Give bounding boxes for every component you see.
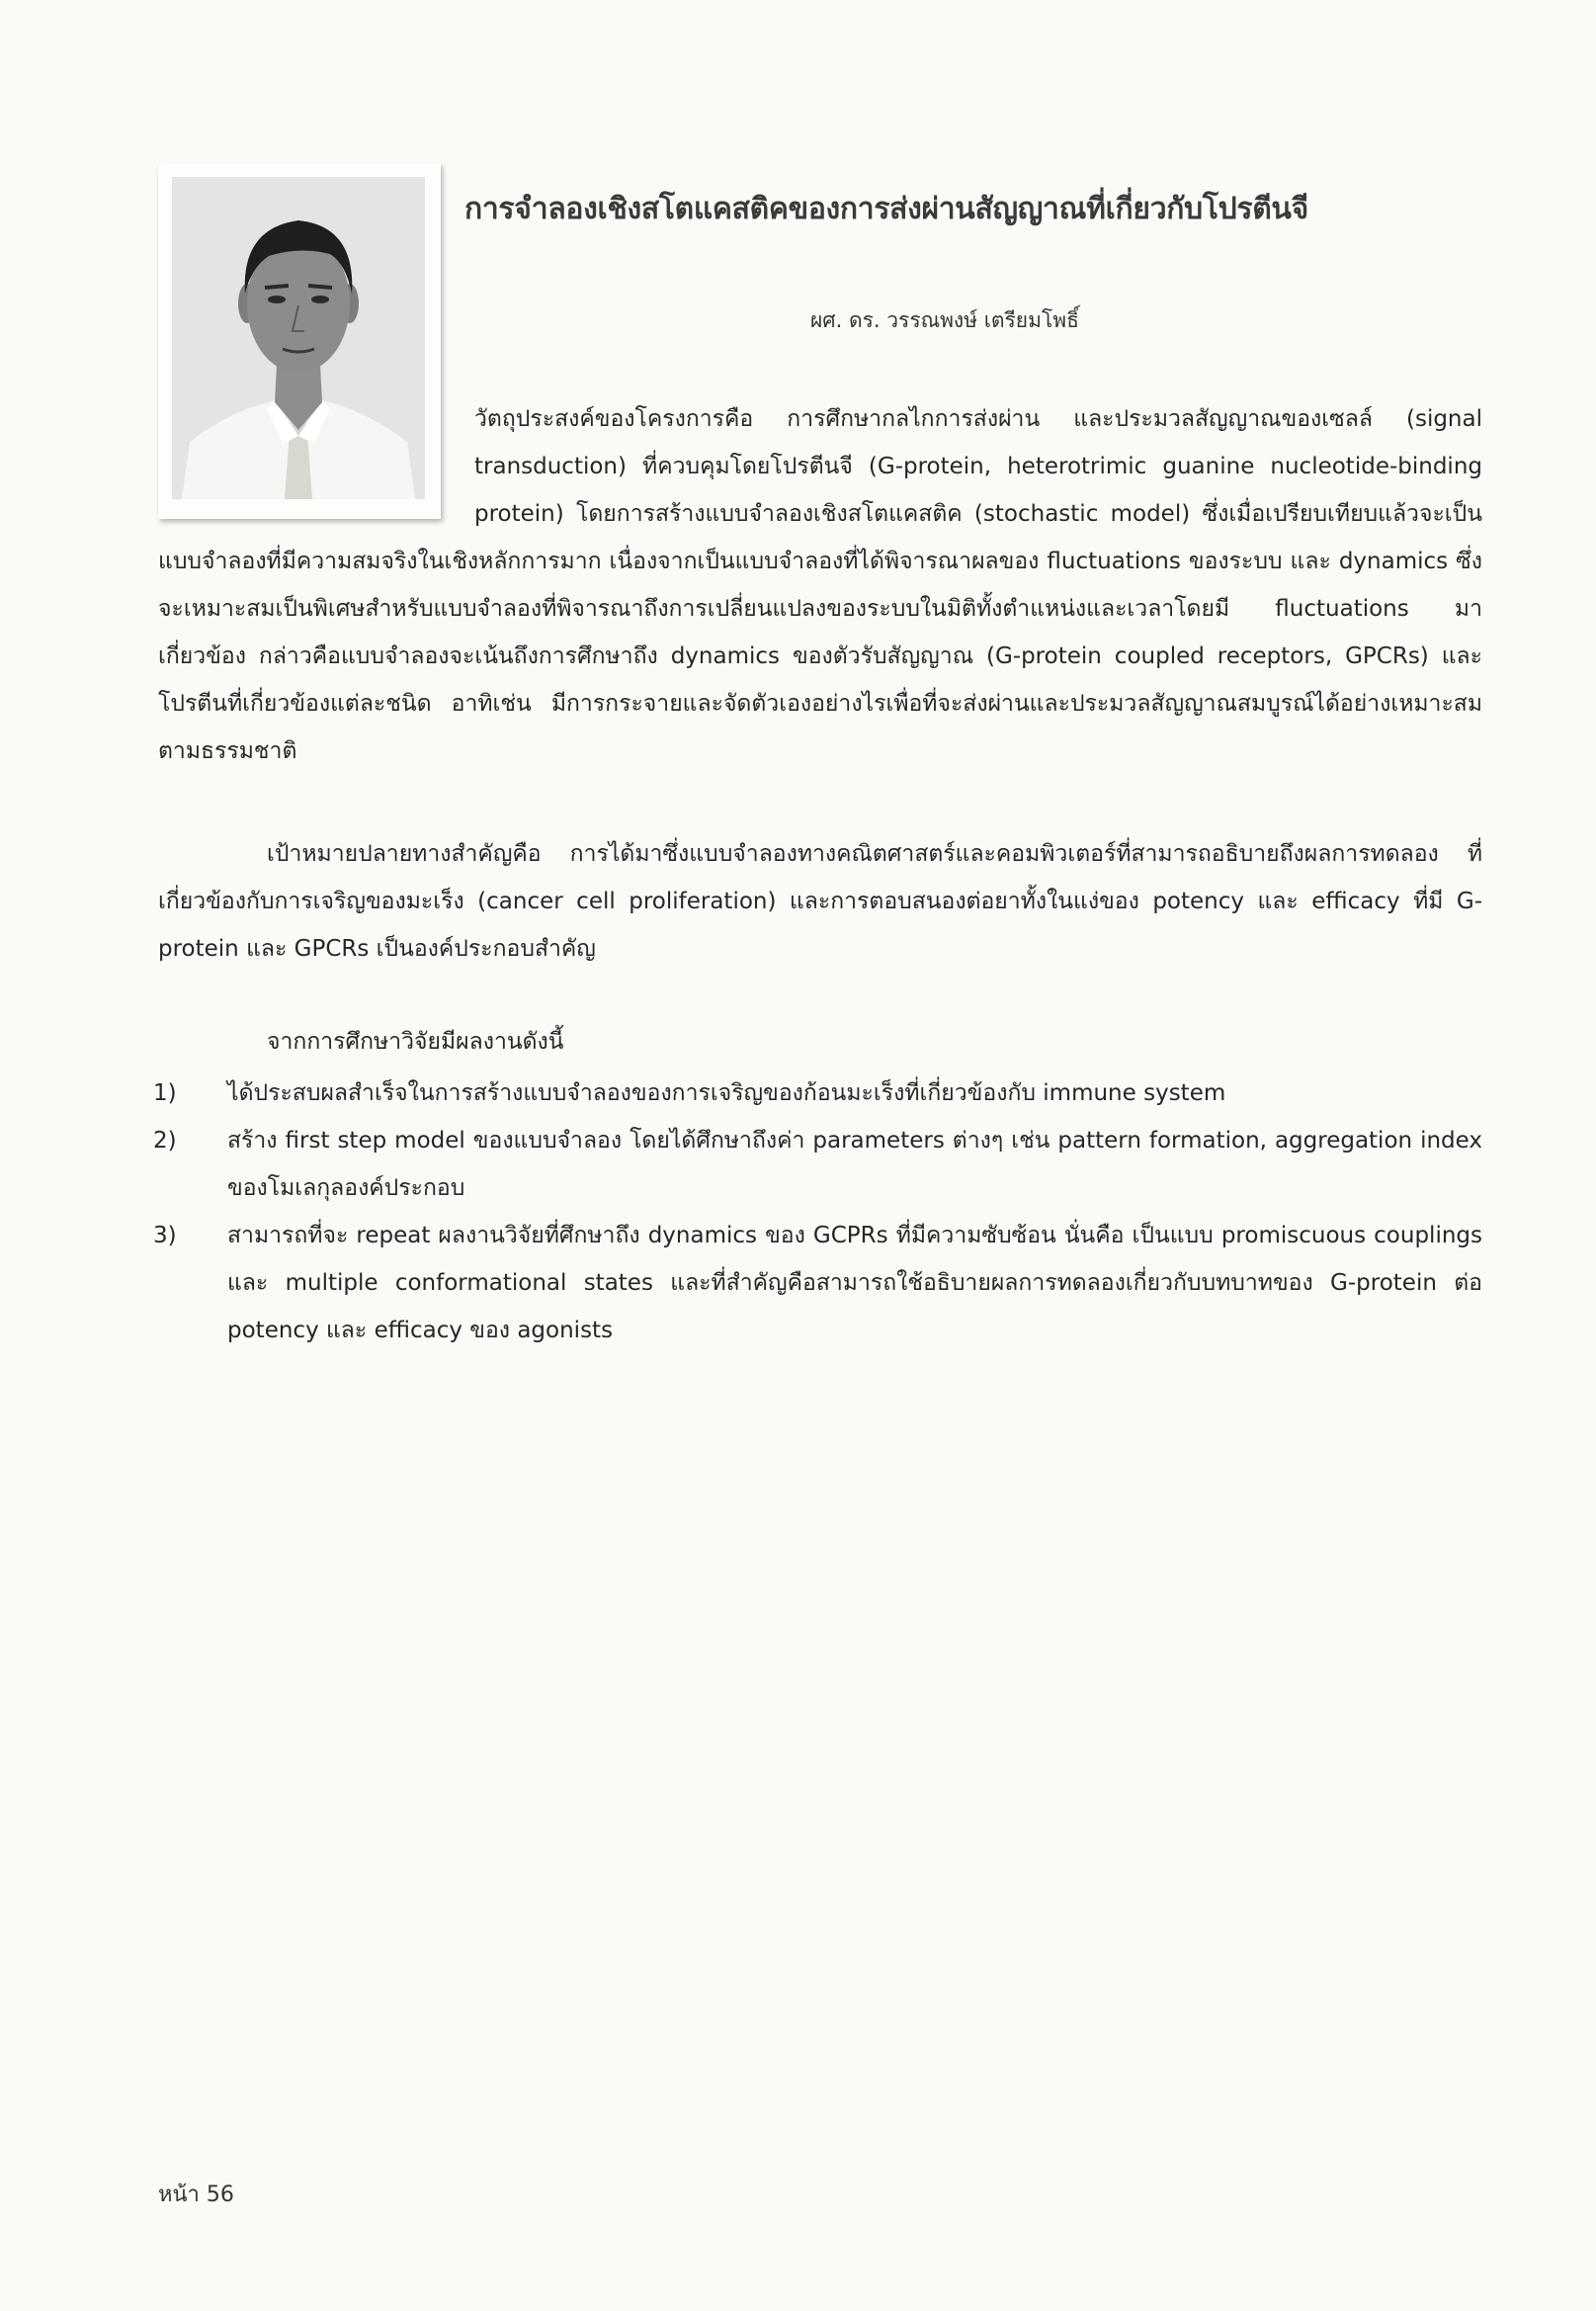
objective-section [158,395,1482,775]
list-item-number: 2) [153,1128,177,1154]
document-title: การจำลองเชิงสโตแคสติคของการส่งผ่านสัญญาณที่เกี่ยวกับโปรตีนจี [464,192,1308,226]
photo-wrap-space [158,395,474,538]
list-item-number: 1) [153,1080,177,1106]
goal-paragraph: เป้าหมายปลายทางสำคัญคือ การได้มาซึ่งแบบจำลองทางคณิตศาสตร์และคอมพิวเตอร์ที่สามารถอธิบายถึงผลการทดลอง ที่เกี่ยวข้องกับการเจริญของมะเร็ง (cancer cell proliferation) และการตอบสนองต่อยาทั้งในแง่ของ potency และ efficacy ที่มี G-protein และ GPCRs เป็นองค์ประกอบสำคัญ [158,841,1482,962]
list-item-text: สามารถที่จะ repeat ผลงานวิจัยที่ศึกษาถึง dynamics ของ GCPRs ที่มีความซับซ้อน นั่นคือ เป็นแบบ promiscuous couplings และ multiple conformational states และที่สำคัญคือสามารถใช้อธิบายผลการทดลองเกี่ยวกับบทบาทของ G-protein ต่อ potency และ efficacy ของ agonists [227,1223,1482,1343]
list-item-text: ได้ประสบผลสำเร็จในการสร้างแบบจำลองของการเจริญของก้อนมะเร็งที่เกี่ยวข้องกับ immune system [227,1080,1226,1106]
page-number: หน้า 56 [158,2183,234,2207]
list-item-number: 3) [153,1223,177,1248]
results-intro: จากการศึกษาวิจัยมีผลงานดังนี้ [267,1029,564,1055]
list-item [153,1117,1482,1212]
author-name: ผศ. ดร. วรรณพงษ์ เตรียมโพธิ์ [810,308,1079,332]
list-item [153,1212,1482,1354]
list-item [153,1070,1482,1117]
objective-paragraph: วัตถุประสงค์ของโครงการคือ การศึกษากลไกการส่งผ่าน และประมวลสัญญาณของเซลล์ (signal transduction) ที่ควบคุมโดยโปรตีนจี (G-protein, heterotrimic guanine nucleotide-binding protein) โดยการสร้างแบบจำลองเชิงสโตแคสติค (stochastic model) ซึ่งเมื่อเปรียบเทียบแล้วจะเป็นแบบจำลองที่มีความสมจริงในเชิงหลักการมาก เนื่องจากเป็นแบบจำลองที่ได้พิจารณาผลของ fluctuations ของระบบ และ dynamics ซึ่งจะเหมาะสมเป็นพิเศษสำหรับแบบจำลองที่พิจารณาถึงการเปลี่ยนแปลงของระบบในมิติทั้งตำแหน่งและเวลาโดยมี fluctuations มาเกี่ยวข้อง กล่าวคือแบบจำลองจะเน้นถึงการศึกษาถึง dynamics ของตัวรับสัญญาณ (G-protein coupled receptors, GPCRs) และโปรตีนที่เกี่ยวข้องแต่ละชนิด อาทิเช่น มีการกระจายและจัดตัวเองอย่างไรเพื่อที่จะส่งผ่านและประมวลสัญญาณสมบูรณ์ได้อย่างเหมาะสมตามธรรมชาติ [158,406,1482,764]
list-item-text: สร้าง first step model ของแบบจำลอง โดยได้ศึกษาถึงค่า parameters ต่างๆ เช่น pattern formation, aggregation index ของโมเลกุลองค์ประกอบ [227,1128,1482,1201]
results-list [153,1070,1482,1354]
